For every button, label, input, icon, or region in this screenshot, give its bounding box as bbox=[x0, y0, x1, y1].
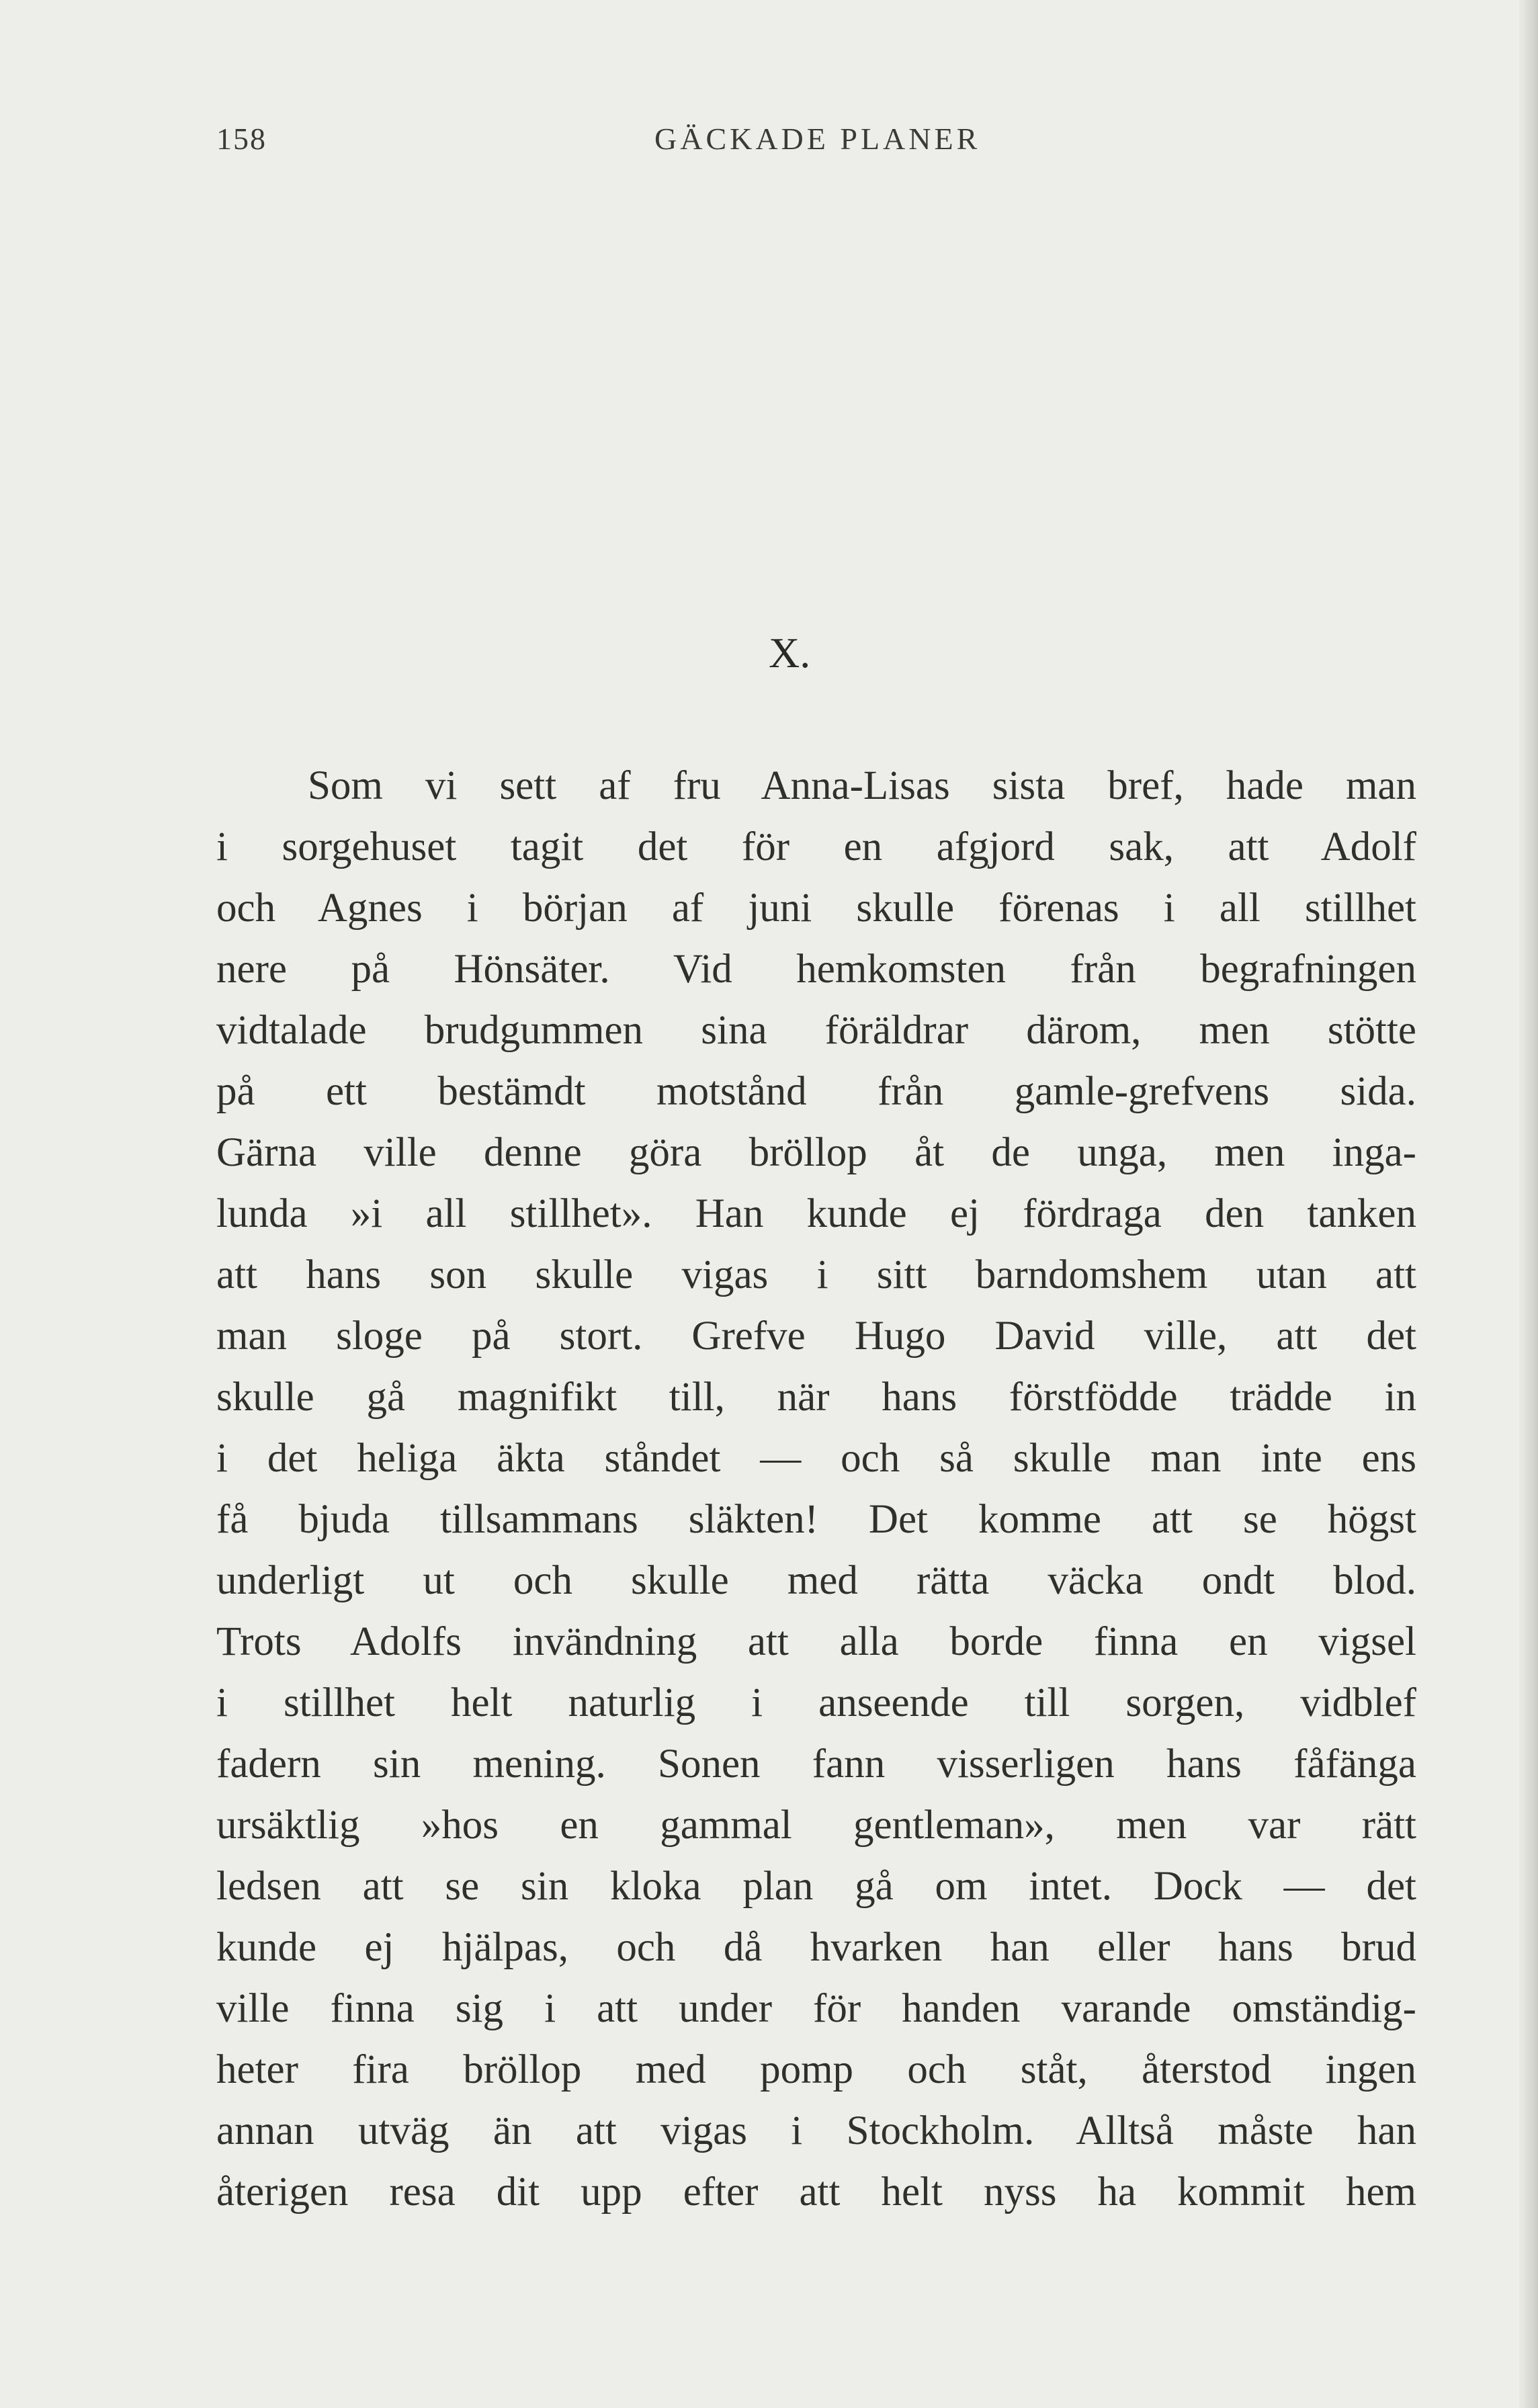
text-line: Gärna ville denne göra bröllop åt de unga, men inga- bbox=[216, 1130, 1416, 1175]
running-head bbox=[216, 121, 1291, 168]
page-edge bbox=[1519, 0, 1538, 2408]
text-line: kunde ej hjälpas, och då hvarken han eller hans brud bbox=[216, 1925, 1416, 1970]
text-line: få bjuda tillsammans släkten! Det komme att se högst bbox=[216, 1497, 1416, 1542]
text-line: man sloge på stort. Grefve Hugo David ville, att det bbox=[216, 1314, 1416, 1359]
chapter-number: X. bbox=[769, 629, 811, 677]
body-text bbox=[216, 755, 1416, 2223]
text-line: ville finna sig i att under för handen varande omständig- bbox=[216, 1986, 1416, 2031]
text-line: och Agnes i början af juni skulle förenas i all stillhet bbox=[216, 886, 1416, 931]
page-number: 158 bbox=[216, 122, 267, 156]
text-line: återigen resa dit upp efter att helt nyss ha kommit hem bbox=[216, 2169, 1416, 2214]
text-line: lunda »i all stillhet». Han kunde ej fördraga den tanken bbox=[216, 1191, 1416, 1236]
text-line: fadern sin mening. Sonen fann visserligen hans fåfänga bbox=[216, 1742, 1416, 1787]
text-line: att hans son skulle vigas i sitt barndomshem utan att bbox=[216, 1252, 1416, 1297]
text-line: Trots Adolfs invändning att alla borde finna en vigsel bbox=[216, 1619, 1416, 1664]
text-line: på ett bestämdt motstånd från gamle-grefvens sida. bbox=[216, 1069, 1416, 1114]
text-line: Som vi sett af fru Anna-Lisas sista bref, hade man bbox=[308, 763, 1416, 808]
text-line: ursäktlig »hos en gammal gentleman», men var rätt bbox=[216, 1803, 1416, 1848]
text-line: ledsen att se sin kloka plan gå om intet. Dock — det bbox=[216, 1864, 1416, 1909]
text-line: annan utväg än att vigas i Stockholm. Alltså måste han bbox=[216, 2108, 1416, 2153]
text-line: i stillhet helt naturlig i anseende till sorgen, vidblef bbox=[216, 1680, 1416, 1725]
text-line: skulle gå magnifikt till, när hans förstfödde trädde in bbox=[216, 1375, 1416, 1420]
text-line: i det heliga äkta ståndet — och så skulle man inte ens bbox=[216, 1436, 1416, 1481]
text-line: i sorgehuset tagit det för en afgjord sak, att Adolf bbox=[216, 824, 1416, 869]
text-line: nere på Hönsäter. Vid hemkomsten från begrafningen bbox=[216, 947, 1416, 992]
text-line: heter fira bröllop med pomp och ståt, återstod ingen bbox=[216, 2047, 1416, 2092]
text-line: underligt ut och skulle med rätta väcka ondt blod. bbox=[216, 1558, 1416, 1603]
running-title: GÄCKADE PLANER bbox=[654, 122, 981, 156]
text-line: vidtalade brudgummen sina föräldrar därom, men stötte bbox=[216, 1008, 1416, 1053]
